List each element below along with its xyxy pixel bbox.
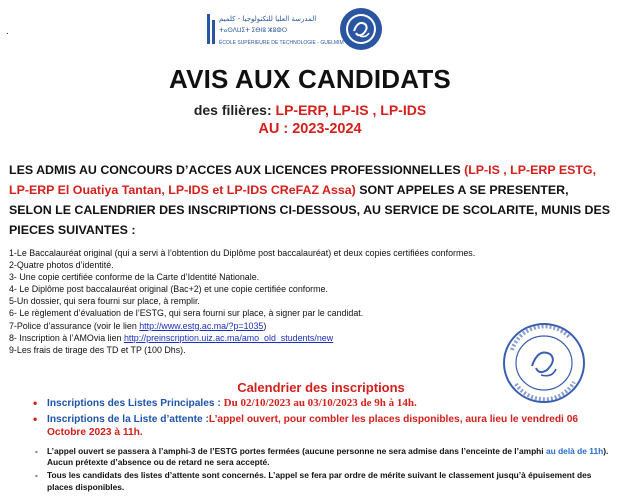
list-item: 2-Quatre photos d’identité. xyxy=(9,260,114,271)
intro-paragraph xyxy=(9,160,613,240)
note1-deadline: au delà de 11h xyxy=(545,446,604,456)
list-item: 4- Le Diplôme post baccalauréat original (Bac+2) et une copie certifiée conforme. xyxy=(9,284,328,295)
amo-link[interactable]: http://preinscription.uiz.ac.ma/amo_old_students/new xyxy=(123,332,334,343)
list-item-amo xyxy=(9,332,529,344)
insurance-link[interactable]: http://www.estg.ac.ma/?p=1035 xyxy=(139,320,264,331)
logo-tifinagh-text: ⵜⴰⵙⴷⵡⵉⵜ ⵉⴱⵏⵓ ⵣⵓⵀⵔ xyxy=(219,28,288,34)
list-item: 9-Les frais de tirage des TD et TP (100 Dhs). xyxy=(9,344,186,355)
calendar-item-waiting-list xyxy=(35,413,613,439)
calendar-item-main-lists xyxy=(35,397,613,410)
main-lists-dates: Du 02/10/2023 au 03/10/2023 de 9h à 14h. xyxy=(223,397,417,409)
intro-part-3: SONT APPELES A SE PRESENTER, SELON LE CALENDRIER DES INSCRIPTIONS CI-DESSOUS, AU SERVICE DE SCOLARITE, MUNIS DES PIECES SUIVANTES : xyxy=(9,183,611,237)
note-item xyxy=(35,446,613,468)
logo-mark-icon xyxy=(205,10,219,50)
waiting-list-label: Inscriptions de la Liste d’attente : xyxy=(47,414,209,425)
intro-part-1: LES ADMIS AU CONCOURS D’ACCES AUX LICENCES PROFESSIONNELLES xyxy=(9,163,465,177)
list-item-insurance xyxy=(9,320,529,332)
intro-programs: (LP-IS , LP-ERP ESTG, LP-ERP El Ouatiya Tantan, LP-IDS et LP-IDS CReFAZ Assa) xyxy=(9,163,597,197)
amo-prefix: 8- Inscription à l’AMOvia lien xyxy=(9,332,124,343)
note-item: - Tous les candidats des listes d’attente sont concernés. L’appel se fera par ordre de mérite suivant le classement jusqu’à épuisement des places disponibles. xyxy=(35,470,613,492)
page-title: AVIS AUX CANDIDATS xyxy=(169,64,451,94)
subtitle-programs: LP-ERP, LP-IS , LP-IDS xyxy=(275,102,427,118)
scan-dot: . xyxy=(6,26,9,37)
list-item: 6- Le règlement d’évaluation de l’ESTG, qui sera fourni sur place, à signer par le candidat. xyxy=(9,308,364,319)
insurance-suffix: ) xyxy=(263,320,267,331)
subtitle-label: des filières: xyxy=(193,102,276,118)
notes-list xyxy=(35,446,613,495)
note1-part-c: ). Aucun prétexte d’absence ou de retard ne sera accepté. xyxy=(47,446,609,468)
list-item: 1-Le Baccalauréat original (qui a servi à l’obtention du Diplôme post baccalauréat) et deux copies certifiées conformes. xyxy=(9,248,476,258)
calendar-title: Calendrier des inscriptions xyxy=(237,380,405,395)
list-item: 3- Une copie certifiée conforme de la Carte d’Identité Nationale. xyxy=(9,272,260,283)
university-seal-icon xyxy=(338,6,384,52)
logo-french-text: ÉCOLE SUPÉRIEURE DE TECHNOLOGIE - GUELMIM xyxy=(219,40,344,46)
insurance-prefix: 7-Police d’assurance (voir le lien xyxy=(9,320,140,331)
main-lists-label: Inscriptions des Listes Principales : xyxy=(47,398,224,409)
list-item: 5-Un dossier, qui sera fourni sur place, à remplir. xyxy=(9,296,200,307)
academic-year: AU : 2023-2024 xyxy=(258,121,362,137)
waiting-list-text: L’appel ouvert, pour combler les places disponibles, aura lieu le vendredi 06 Octobre 2023 à 11h. xyxy=(47,414,579,438)
note1-part-a: L’appel ouvert se passera à l’amphi-3 de l’ESTG portes fermées (aucune personne ne sera admise dans l’enceinte de l’amphi xyxy=(47,446,546,456)
subtitle xyxy=(0,102,620,118)
calendar-list xyxy=(35,397,613,442)
requirements-list xyxy=(9,247,529,356)
logo-arabic-text: المدرسة العليا للتكنولوجيا - كلميم xyxy=(219,15,317,23)
